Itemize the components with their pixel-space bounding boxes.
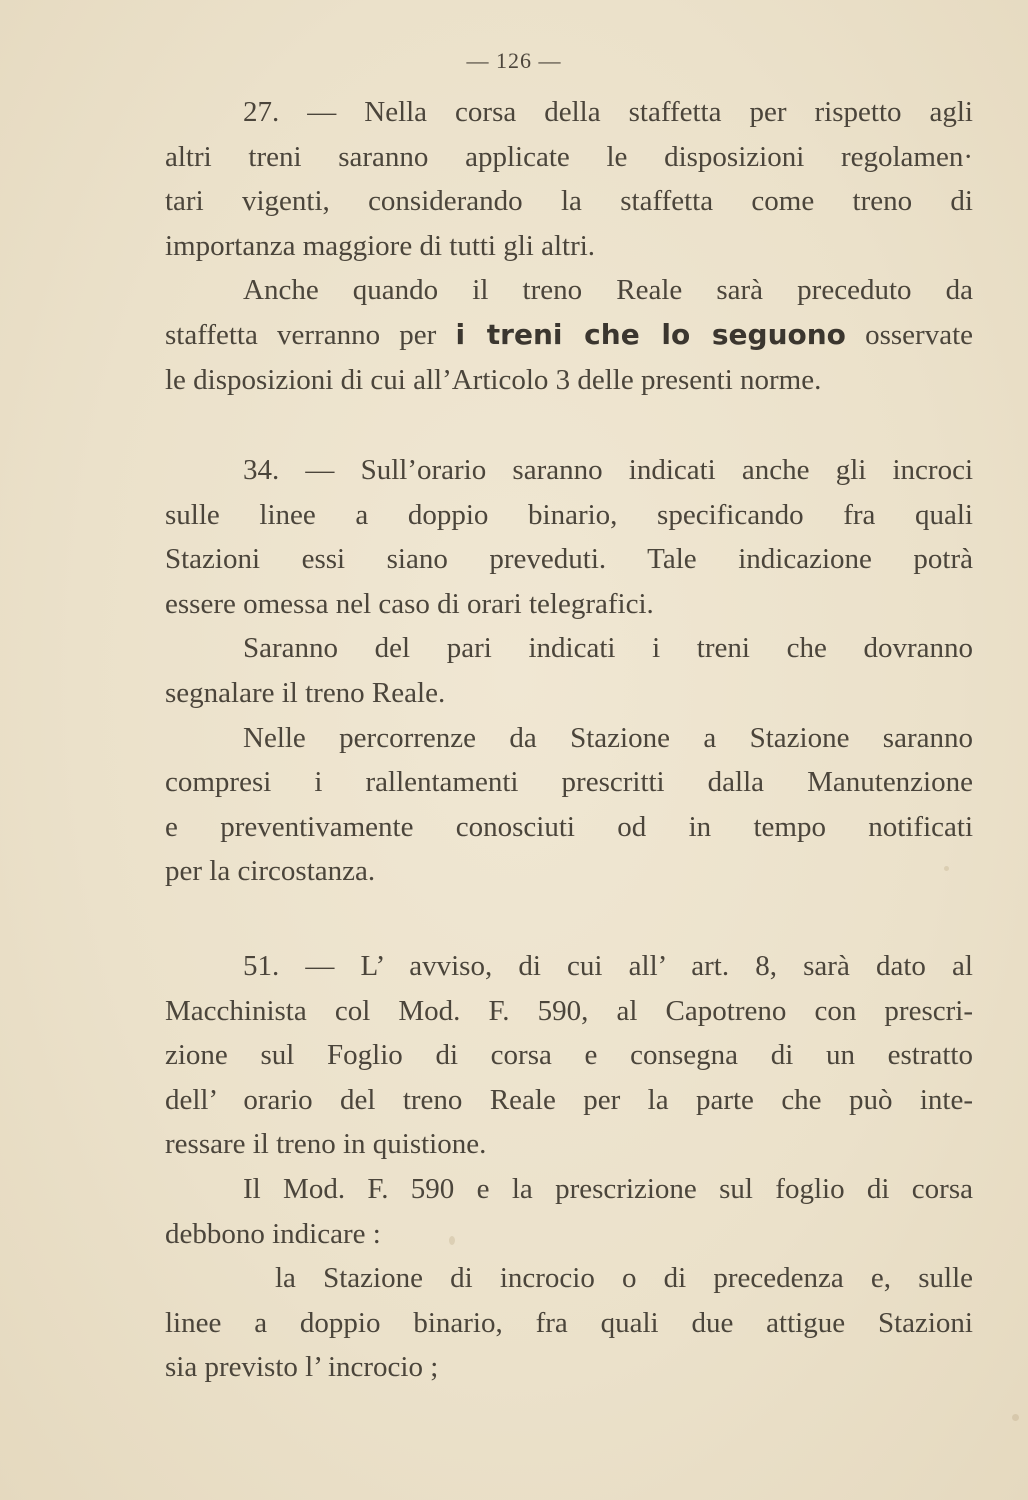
text-line-with-emphasis — [165, 313, 973, 358]
paragraph — [165, 268, 973, 402]
paragraph — [165, 944, 973, 1167]
text-line: Saranno del pari indicati i treni che dovranno — [243, 632, 973, 665]
text-line: Nelle percorrenze da Stazione a Stazione saranno — [243, 721, 973, 754]
paper-stain — [1012, 1414, 1019, 1421]
text-line: compresi i rallentamenti prescritti dalla Manutenzione — [165, 766, 973, 799]
text-line: Stazioni essi siano preveduti. Tale indicazione potrà — [165, 543, 973, 576]
text-line: essere omessa nel caso di orari telegrafici. — [165, 587, 654, 620]
text-fragment: staffetta verranno per — [165, 318, 437, 351]
text-line: e preventivamente conosciuti od in tempo notificati — [165, 810, 973, 843]
text-line: tari vigenti, considerando la staffetta come treno di — [165, 185, 973, 218]
emphasized-text: i treni che lo seguono — [455, 317, 846, 351]
text-line: sulle linee a doppio binario, specificando fra quali — [165, 498, 973, 531]
text-line: dell’ orario del treno Reale per la parte che può inte- — [165, 1083, 973, 1116]
text-line: per la circostanza. — [165, 855, 376, 888]
paragraph — [165, 448, 973, 626]
text-line: zione sul Foglio di corsa e consegna di un estratto — [165, 1039, 973, 1072]
text-line: segnalare il treno Reale. — [165, 676, 446, 709]
text-line: sia previsto l’ incrocio ; — [165, 1351, 439, 1384]
text-fragment: osservate — [865, 318, 974, 351]
paragraph — [165, 716, 973, 894]
text-line: Il Mod. F. 590 e la prescrizione sul foglio di corsa — [243, 1172, 973, 1205]
section-51 — [165, 944, 973, 1390]
text-line: debbono indicare : — [165, 1217, 381, 1250]
text-line: altri treni saranno applicate le disposizioni regolamen· — [165, 140, 973, 173]
text-line: le disposizioni di cui all’Articolo 3 delle presenti norme. — [165, 363, 822, 396]
paragraph — [165, 90, 973, 268]
text-line: la Stazione di incrocio o di precedenza e, sulle — [275, 1262, 973, 1295]
paragraph — [165, 1256, 973, 1390]
text-line: ressare il treno in quistione. — [165, 1128, 487, 1161]
text-line: Anche quando il treno Reale sarà preceduto da — [243, 274, 973, 307]
page-number: — 126 — — [466, 48, 562, 73]
text-line: importanza maggiore di tutti gli altri. — [165, 229, 596, 262]
paragraph — [165, 626, 973, 715]
text-line: Macchinista col Mod. F. 590, al Capotreno con prescri- — [165, 994, 973, 1027]
text-line: linee a doppio binario, fra quali due attigue Stazioni — [165, 1306, 973, 1339]
text-line: 27. — Nella corsa della staffetta per rispetto agli — [243, 96, 973, 128]
text-line: 51. — L’ avviso, di cui all’ art. 8, sarà dato al — [243, 950, 973, 982]
paragraph — [165, 1167, 973, 1256]
section-34 — [165, 448, 973, 894]
text-line: 34. — Sull’orario saranno indicati anche gli incroci — [243, 454, 973, 486]
section-27 — [165, 90, 973, 402]
